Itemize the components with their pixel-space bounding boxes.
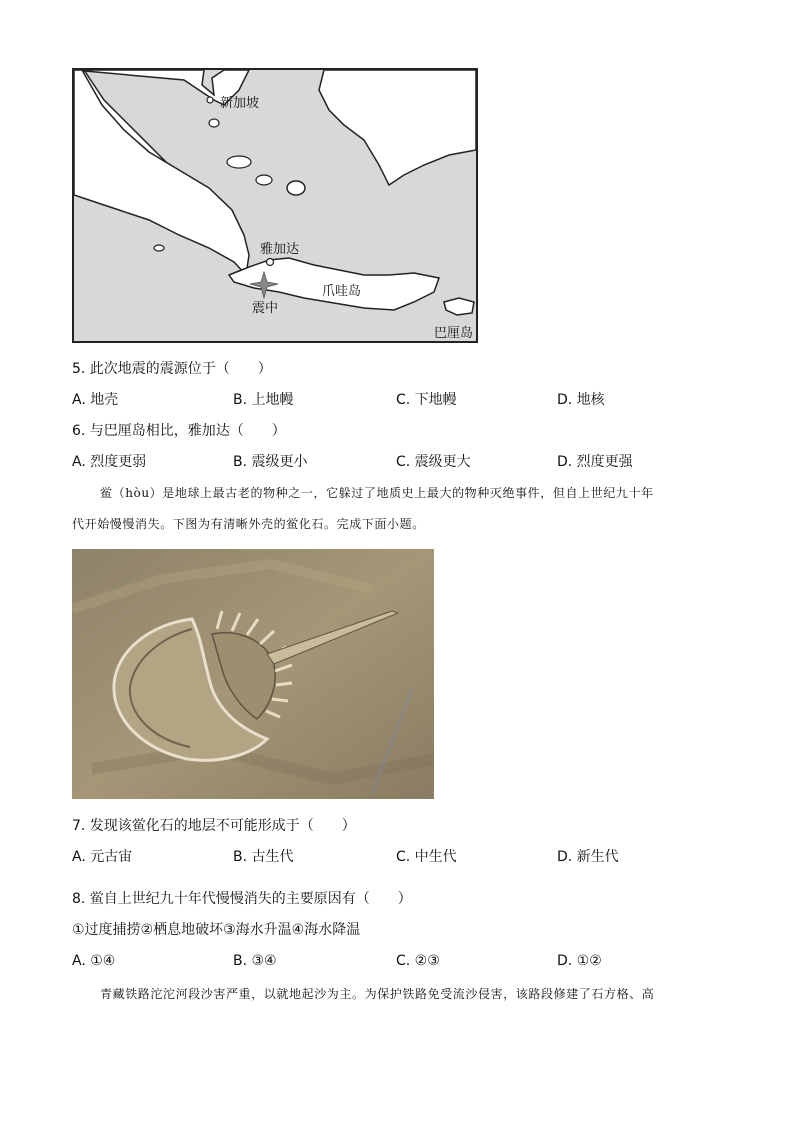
- question-5-option-a[interactable]: A. 地壳: [72, 392, 119, 408]
- passage-1-line-1: 鲎（hòu）是地球上最古老的物种之一，它躲过了地质史上最大的物种灭绝事件，但自上世纪九十年: [100, 486, 654, 500]
- question-8-option-b[interactable]: B. ③④: [233, 953, 277, 969]
- island-4: [227, 156, 251, 168]
- question-7-option-b[interactable]: B. 古生代: [233, 849, 294, 865]
- question-7-stem: 7. 发现该鲎化石的地层不可能形成于（ ）: [72, 818, 356, 834]
- question-5-option-d[interactable]: D. 地核: [557, 392, 605, 408]
- question-5-option-c[interactable]: C. 下地幔: [396, 392, 457, 408]
- question-6-option-c[interactable]: C. 震级更大: [396, 454, 471, 470]
- map-label-bali: 巴厘岛: [434, 326, 474, 341]
- question-8-sub-statements: ①过度捕捞②栖息地破坏③海水升温④海水降温: [72, 922, 361, 938]
- map-label-java: 爪哇岛: [322, 284, 362, 299]
- question-7-option-a[interactable]: A. 元古宙: [72, 849, 133, 865]
- singapore-marker: [207, 97, 213, 103]
- question-8-option-c[interactable]: C. ②③: [396, 953, 440, 969]
- question-8-option-a[interactable]: A. ①④: [72, 953, 116, 969]
- question-6-option-d[interactable]: D. 烈度更强: [557, 454, 633, 470]
- question-7-option-c[interactable]: C. 中生代: [396, 849, 457, 865]
- map-label-singapore: 新加坡: [220, 96, 260, 111]
- question-8-stem: 8. 鲎自上世纪九十年代慢慢消失的主要原因有（ ）: [72, 891, 412, 907]
- island-5: [256, 175, 272, 185]
- bali-land: [444, 298, 474, 315]
- earthquake-map: [72, 68, 478, 343]
- passage-2-line-1: 青藏铁路沱沱河段沙害严重，以就地起沙为主。为保护铁路免受流沙侵害，该路段修建了石方格、高: [100, 987, 655, 1001]
- fossil-svg: [72, 549, 434, 799]
- island-3: [209, 119, 219, 127]
- horseshoe-crab-fossil-photo: [72, 549, 434, 799]
- map-label-jakarta: 雅加达: [260, 242, 300, 257]
- map-label-epicenter: 震中: [252, 301, 279, 316]
- jakarta-marker: [267, 259, 274, 266]
- passage-1-line-2: 代开始慢慢消失。下图为有清晰外壳的鲎化石。完成下面小题。: [72, 517, 425, 531]
- borneo-land: [319, 70, 476, 185]
- question-6-option-a[interactable]: A. 烈度更弱: [72, 454, 147, 470]
- question-6-stem: 6. 与巴厘岛相比，雅加达（ ）: [72, 423, 286, 439]
- question-5-option-b[interactable]: B. 上地幔: [233, 392, 294, 408]
- question-7-option-d[interactable]: D. 新生代: [557, 849, 619, 865]
- question-5-stem: 5. 此次地震的震源位于（ ）: [72, 361, 272, 377]
- island-2: [154, 245, 164, 251]
- island-1: [287, 181, 305, 195]
- question-8-option-d[interactable]: D. ①②: [557, 953, 602, 969]
- question-6-option-b[interactable]: B. 震级更小: [233, 454, 308, 470]
